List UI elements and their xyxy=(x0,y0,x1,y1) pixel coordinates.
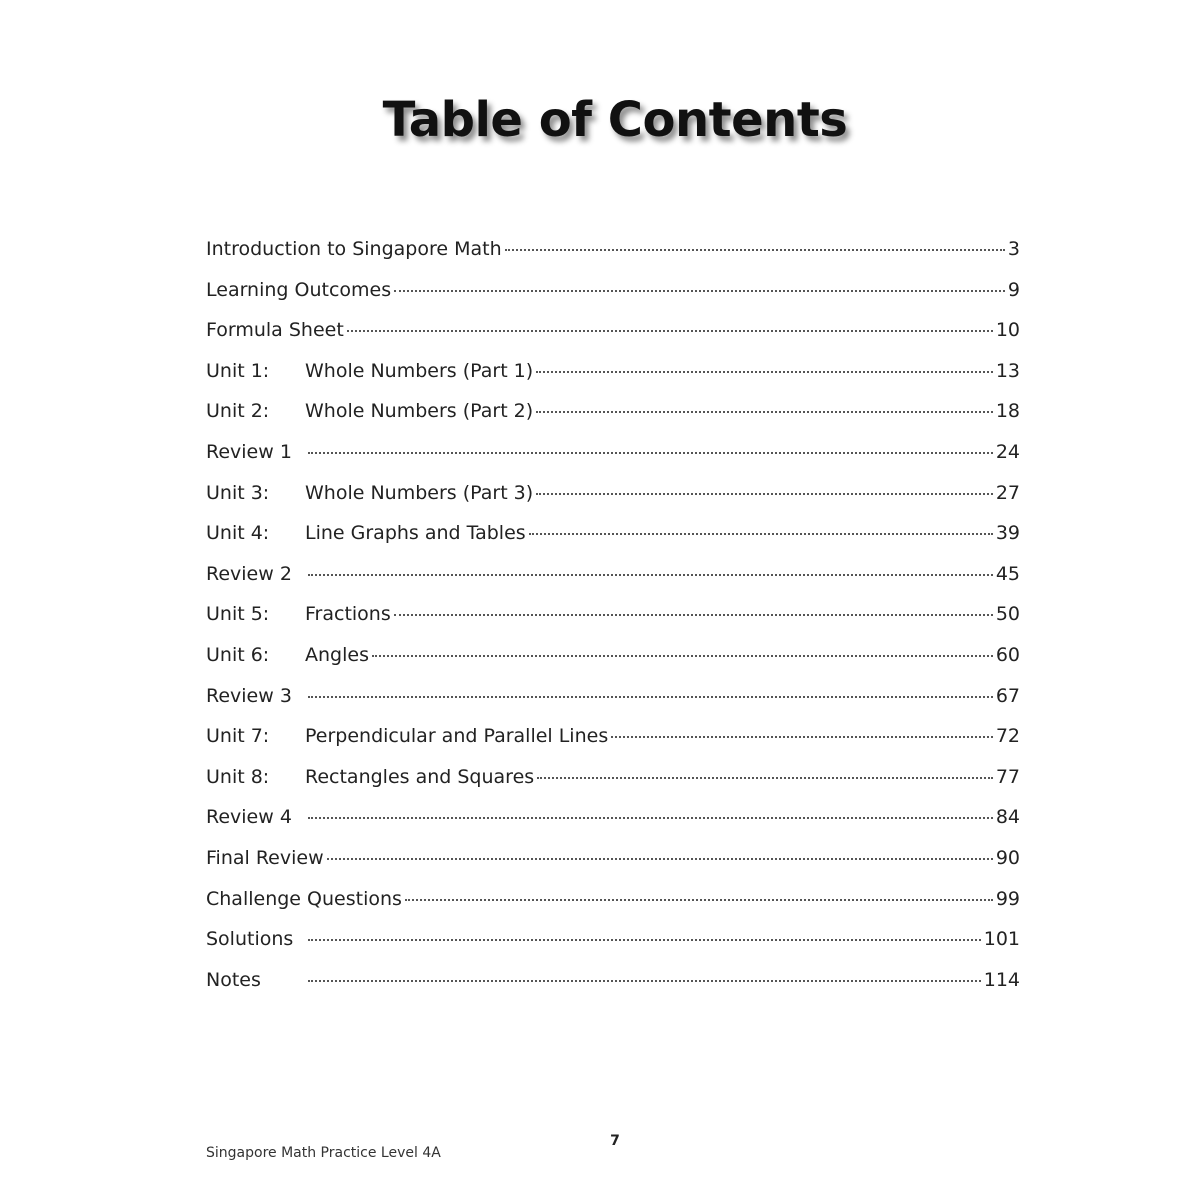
page-title: Table of Contents xyxy=(382,92,848,148)
toc-entry-label: Unit 3: xyxy=(206,481,270,504)
dot-leader xyxy=(536,411,993,413)
dot-leader xyxy=(536,493,993,495)
toc-entry[interactable] xyxy=(206,603,1020,644)
toc-entry-title: Fractions xyxy=(305,603,391,626)
toc-entry[interactable] xyxy=(206,725,1020,766)
toc-entry-title: Angles xyxy=(305,643,369,666)
toc-entry-label: Unit 2: xyxy=(206,400,270,423)
toc-entry[interactable] xyxy=(206,522,1020,563)
toc-entry-page: 77 xyxy=(995,765,1020,788)
dot-leader xyxy=(308,452,993,454)
toc-entry[interactable] xyxy=(206,279,1020,320)
dot-leader xyxy=(372,655,993,657)
toc-entry-page: 18 xyxy=(995,400,1020,423)
dot-leader xyxy=(308,574,993,576)
dot-leader xyxy=(394,290,1005,292)
toc-entry[interactable] xyxy=(206,319,1020,360)
toc-entry-label: Unit 6: xyxy=(206,643,270,666)
toc-entry[interactable] xyxy=(206,400,1020,441)
dot-leader xyxy=(308,696,993,698)
toc-entry[interactable] xyxy=(206,766,1020,807)
toc-entry-title: Final Review xyxy=(206,846,324,869)
dot-leader xyxy=(405,899,993,901)
dot-leader xyxy=(394,614,993,616)
toc-entry-page: 114 xyxy=(983,968,1020,991)
toc-entry-label: Unit 5: xyxy=(206,603,270,626)
toc-entry-label: Review 3 xyxy=(206,684,292,707)
table-of-contents xyxy=(206,238,1020,1009)
toc-entry-page: 90 xyxy=(995,846,1020,869)
toc-entry-page: 27 xyxy=(995,481,1020,504)
dot-leader xyxy=(529,533,993,535)
dot-leader xyxy=(611,736,993,738)
toc-entry[interactable] xyxy=(206,969,1020,1010)
dot-leader xyxy=(308,980,981,982)
toc-entry-label: Review 4 xyxy=(206,806,292,829)
dot-leader xyxy=(327,858,993,860)
toc-entry[interactable] xyxy=(206,360,1020,401)
toc-entry-title: Whole Numbers (Part 2) xyxy=(305,400,534,423)
toc-entry-page: 9 xyxy=(1007,278,1020,301)
footer-page-number: 7 xyxy=(610,1133,620,1149)
toc-entry[interactable] xyxy=(206,888,1020,929)
toc-entry-title: Line Graphs and Tables xyxy=(305,522,526,545)
toc-entry-label: Unit 7: xyxy=(206,725,270,748)
toc-entry-page: 13 xyxy=(995,359,1020,382)
toc-entry-page: 10 xyxy=(995,319,1020,342)
toc-entry-page: 45 xyxy=(995,562,1020,585)
footer-book-title: Singapore Math Practice Level 4A xyxy=(206,1145,441,1161)
toc-entry[interactable] xyxy=(206,482,1020,523)
toc-entry-label: Notes xyxy=(206,968,261,991)
toc-entry-page: 67 xyxy=(995,684,1020,707)
toc-entry[interactable] xyxy=(206,847,1020,888)
toc-entry-title: Whole Numbers (Part 3) xyxy=(305,481,534,504)
toc-entry-title: Rectangles and Squares xyxy=(305,765,535,788)
toc-entry[interactable] xyxy=(206,685,1020,726)
toc-entry[interactable] xyxy=(206,928,1020,969)
dot-leader xyxy=(308,939,981,941)
toc-entry-page: 50 xyxy=(995,603,1020,626)
toc-entry[interactable] xyxy=(206,238,1020,279)
toc-entry-page: 60 xyxy=(995,643,1020,666)
toc-entry-title: Perpendicular and Parallel Lines xyxy=(305,725,609,748)
toc-entry[interactable] xyxy=(206,806,1020,847)
toc-entry-title: Challenge Questions xyxy=(206,887,402,910)
toc-entry-page: 84 xyxy=(995,806,1020,829)
dot-leader xyxy=(308,817,993,819)
dot-leader xyxy=(347,330,993,332)
toc-entry-label: Unit 8: xyxy=(206,765,270,788)
toc-entry-page: 39 xyxy=(995,522,1020,545)
toc-entry[interactable] xyxy=(206,644,1020,685)
toc-entry-title: Introduction to Singapore Math xyxy=(206,238,502,260)
toc-entry-page: 3 xyxy=(1007,238,1020,260)
toc-entry-page: 99 xyxy=(995,887,1020,910)
toc-entry[interactable] xyxy=(206,441,1020,482)
toc-entry-page: 24 xyxy=(995,440,1020,463)
toc-entry-label: Review 2 xyxy=(206,562,292,585)
toc-entry-label: Unit 1: xyxy=(206,359,270,382)
dot-leader xyxy=(505,249,1005,251)
toc-entry-title: Formula Sheet xyxy=(206,319,344,342)
toc-entry-label: Solutions xyxy=(206,928,294,951)
toc-entry[interactable] xyxy=(206,563,1020,604)
toc-entry-label: Unit 4: xyxy=(206,522,270,545)
dot-leader xyxy=(536,371,993,373)
dot-leader xyxy=(537,777,993,779)
toc-entry-page: 72 xyxy=(995,725,1020,748)
toc-entry-label: Review 1 xyxy=(206,440,292,463)
toc-entry-title: Learning Outcomes xyxy=(206,278,392,301)
toc-entry-page: 101 xyxy=(983,928,1020,951)
toc-entry-title: Whole Numbers (Part 1) xyxy=(305,359,534,382)
